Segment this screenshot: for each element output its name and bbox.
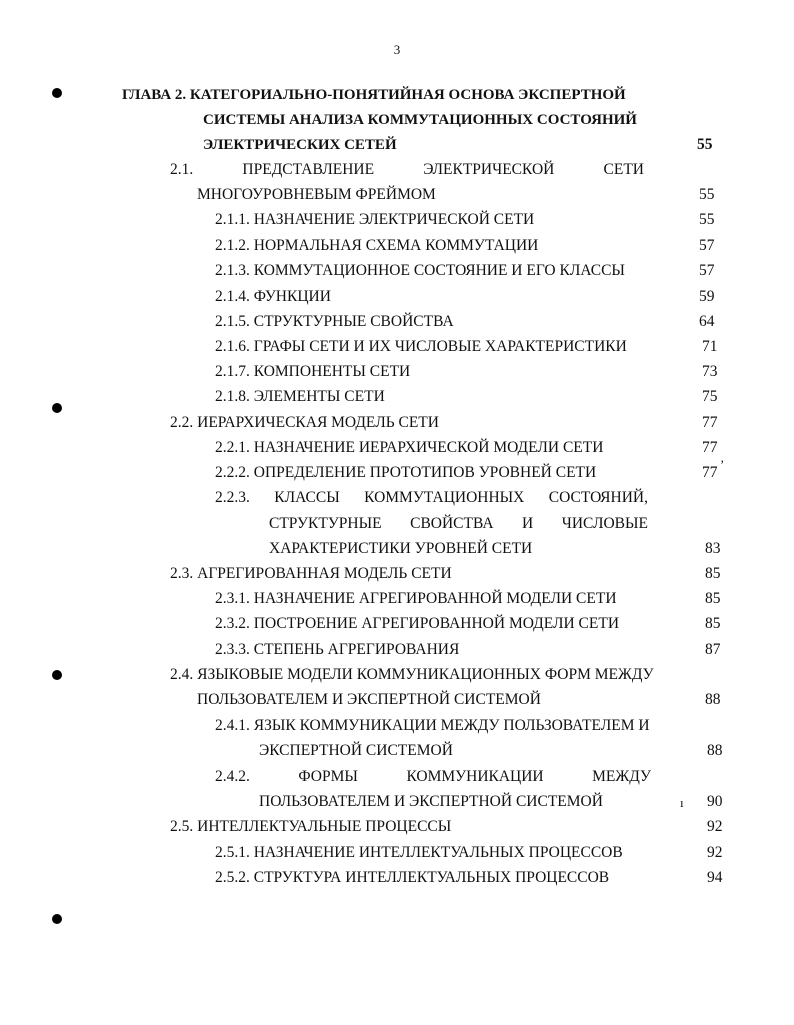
toc-subentry: 2.3.3. СТЕПЕНЬ АГРЕГИРОВАНИЯ xyxy=(215,641,460,658)
chapter-title-line: ГЛАВА 2. КАТЕГОРИАЛЬНО-ПОНЯТИЙНАЯ ОСНОВА ЭКСПЕРТНОЙ xyxy=(122,87,626,103)
chapter-title-line: ЭЛЕКТРИЧЕСКИХ СЕТЕЙ xyxy=(203,137,397,153)
toc-entry-2-3: 2.3. АГРЕГИРОВАННАЯ МОДЕЛЬ СЕТИ xyxy=(170,565,452,582)
toc-page-number: 88 xyxy=(707,742,723,759)
chapter-title-line: СИСТЕМЫ АНАЛИЗА КОММУТАЦИОННЫХ СОСТОЯНИЙ xyxy=(203,112,637,128)
toc-subentry: 2.1.7. КОМПОНЕНТЫ СЕТИ xyxy=(215,363,411,380)
toc-subentry: 2.5.1. НАЗНАЧЕНИЕ ИНТЕЛЛЕКТУАЛЬНЫХ ПРОЦЕССОВ xyxy=(215,844,623,861)
toc-page-number: 75 xyxy=(702,388,718,405)
toc-page-number: 85 xyxy=(705,590,721,607)
toc-subentry-continuation: ЭКСПЕРТНОЙ СИСТЕМОЙ xyxy=(259,742,453,759)
toc-entry-2-1 xyxy=(170,160,644,180)
toc-entry-word: И xyxy=(522,515,534,532)
binder-hole-dot xyxy=(52,914,62,924)
chapter-page-number: 55 xyxy=(697,136,713,153)
toc-subentry-2-2-3-line2 xyxy=(269,514,648,534)
toc-subentry: 2.1.2. НОРМАЛЬНАЯ СХЕМА КОММУТАЦИИ xyxy=(215,237,539,254)
toc-entry-word: СВОЙСТВА xyxy=(410,515,494,532)
toc-entry-number: 2.1. xyxy=(170,161,194,178)
toc-page-number: 92 xyxy=(707,844,723,861)
toc-subentry-2-2-3-line3: ХАРАКТЕРИСТИКИ УРОВНЕЙ СЕТИ xyxy=(269,540,533,557)
toc-entry-word: ФОРМЫ xyxy=(298,768,358,785)
toc-subentry: 2.5.2. СТРУКТУРА ИНТЕЛЛЕКТУАЛЬНЫХ ПРОЦЕССОВ xyxy=(215,869,610,886)
toc-page-number: 57 xyxy=(699,262,715,279)
toc-page-number: 64 xyxy=(699,313,715,330)
toc-subentry: 2.1.3. КОММУТАЦИОННОЕ СОСТОЯНИЕ И ЕГО КЛАССЫ xyxy=(215,262,625,279)
toc-entry-word: КЛАССЫ xyxy=(274,489,340,506)
toc-page-number: 77 xyxy=(702,414,718,431)
toc-page-number: 83 xyxy=(705,540,721,557)
toc-entry-number: 2.4.2. xyxy=(215,768,250,785)
toc-entry-word: ПРЕДСТАВЛЕНИЕ xyxy=(242,161,375,178)
toc-page-number: 92 xyxy=(707,818,723,835)
toc-page-number: 55 xyxy=(699,211,715,228)
toc-page-number: 88 xyxy=(705,691,721,708)
toc-subentry-continuation: ПОЛЬЗОВАТЕЛЕМ И ЭКСПЕРТНОЙ СИСТЕМОЙ xyxy=(259,793,603,810)
toc-subentry: 2.1.4. ФУНКЦИИ xyxy=(215,288,331,305)
binder-hole-dot xyxy=(52,670,62,680)
toc-entry-2-2: 2.2. ИЕРАРХИЧЕСКАЯ МОДЕЛЬ СЕТИ xyxy=(170,414,439,431)
toc-entry-word: МЕЖДУ xyxy=(592,768,651,785)
binder-hole-dot xyxy=(52,88,62,98)
toc-entry-word: ЭЛЕКТРИЧЕСКОЙ xyxy=(423,161,555,178)
page-number: 3 xyxy=(393,42,401,57)
binder-hole-dot xyxy=(52,403,62,413)
toc-subentry: 2.2.2. ОПРЕДЕЛЕНИЕ ПРОТОТИПОВ УРОВНЕЙ СЕТИ xyxy=(215,464,597,481)
toc-page-number: 71 xyxy=(702,338,718,355)
toc-page-number: 55 xyxy=(699,186,715,203)
scan-mark: ʼ xyxy=(720,457,725,472)
toc-subentry: 2.1.5. СТРУКТУРНЫЕ СВОЙСТВА xyxy=(215,313,454,330)
toc-subentry: 2.3.1. НАЗНАЧЕНИЕ АГРЕГИРОВАННОЙ МОДЕЛИ СЕТИ xyxy=(215,590,617,607)
toc-subentry: 2.2.1. НАЗНАЧЕНИЕ ИЕРАРХИЧЕСКОЙ МОДЕЛИ СЕТИ xyxy=(215,439,604,456)
toc-entry-2-4: 2.4. ЯЗЫКОВЫЕ МОДЕЛИ КОММУНИКАЦИОННЫХ ФОРМ МЕЖДУ xyxy=(170,666,654,683)
toc-entry-2-4-continuation: ПОЛЬЗОВАТЕЛЕМ И ЭКСПЕРТНОЙ СИСТЕМОЙ xyxy=(197,691,541,708)
toc-subentry: 2.1.6. ГРАФЫ СЕТИ И ИХ ЧИСЛОВЫЕ ХАРАКТЕРИСТИКИ xyxy=(215,338,627,355)
toc-entry-word: СТРУКТУРНЫЕ xyxy=(269,515,382,532)
toc-entry-word: КОММУНИКАЦИИ xyxy=(406,768,544,785)
toc-entry-2-1-continuation: МНОГОУРОВНЕВЫМ ФРЕЙМОМ xyxy=(197,186,436,203)
toc-subentry: 2.3.2. ПОСТРОЕНИЕ АГРЕГИРОВАННОЙ МОДЕЛИ СЕТИ xyxy=(215,615,620,632)
toc-page-number: 85 xyxy=(705,565,721,582)
toc-entry-word: СЕТИ xyxy=(603,161,644,178)
toc-subentry-2-4-2 xyxy=(215,767,651,787)
toc-page-number: 94 xyxy=(707,869,723,886)
toc-page-number: 85 xyxy=(705,615,721,632)
toc-page-number: 57 xyxy=(699,237,715,254)
toc-page-number: 77 xyxy=(702,464,718,481)
scan-mark: ı xyxy=(680,795,684,810)
toc-page-number: 73 xyxy=(702,363,718,380)
toc-entry-2-5: 2.5. ИНТЕЛЛЕКТУАЛЬНЫЕ ПРОЦЕССЫ xyxy=(170,818,452,835)
toc-subentry: 2.1.8. ЭЛЕМЕНТЫ СЕТИ xyxy=(215,388,385,405)
toc-page-number: 90 xyxy=(707,793,723,810)
toc-entry-word: КОММУТАЦИОННЫХ xyxy=(364,489,525,506)
toc-entry-word: СОСТОЯНИЙ, xyxy=(548,489,648,506)
toc-subentry-2-2-3 xyxy=(215,488,648,508)
toc-subentry: 2.4.1. ЯЗЫК КОММУНИКАЦИИ МЕЖДУ ПОЛЬЗОВАТЕЛЕМ И xyxy=(215,717,650,734)
toc-page-number: 59 xyxy=(699,288,715,305)
toc-page-number: 77 xyxy=(702,439,718,456)
toc-entry-word: ЧИСЛОВЫЕ xyxy=(561,515,648,532)
toc-subentry: 2.1.1. НАЗНАЧЕНИЕ ЭЛЕКТРИЧЕСКОЙ СЕТИ xyxy=(215,211,535,228)
toc-page-number: 87 xyxy=(705,641,721,658)
toc-entry-number: 2.2.3. xyxy=(215,489,250,506)
